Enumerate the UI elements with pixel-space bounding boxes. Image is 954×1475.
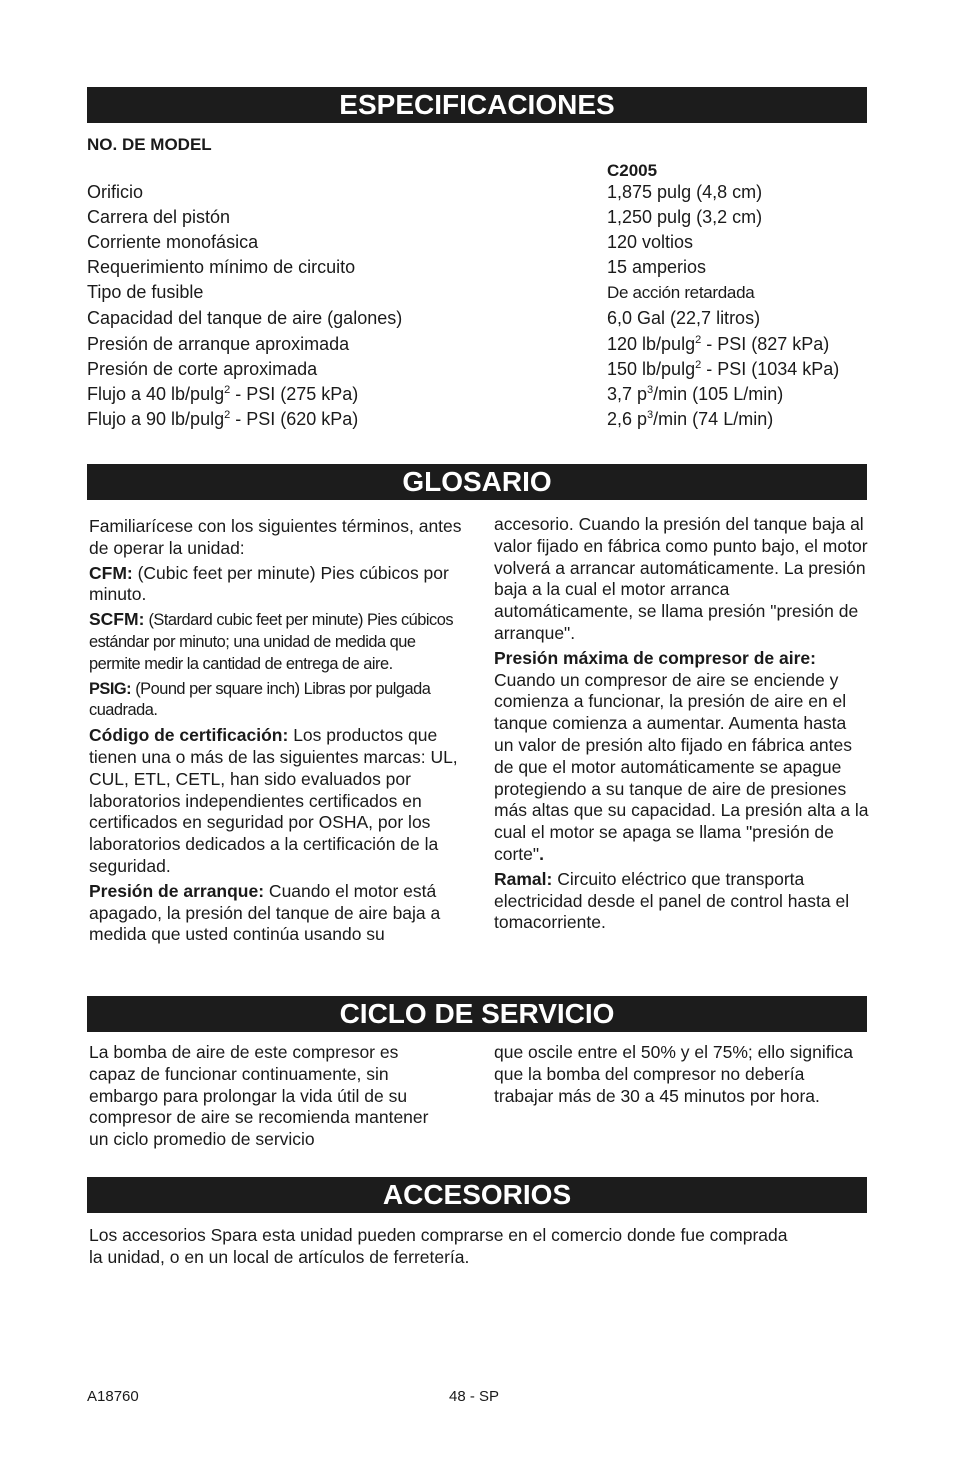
term-psig: PSIG: — [89, 679, 132, 698]
spec-value — [607, 332, 829, 357]
spec-value — [607, 357, 839, 382]
spec-value: 1,250 pulg (3,2 cm) — [607, 207, 763, 228]
spec-label — [87, 332, 349, 357]
spec-value-tail: - PSI (827 kPa) — [701, 333, 830, 354]
spec-label-sup: 2 — [224, 408, 231, 421]
spec-label-text: Presión de arranque aproximada — [87, 333, 350, 354]
glosario-arranque-continued: accesorio. Cuando la presión del tanque baja al valor fijado en fábrica como punto bajo, el motor volverá a arrancar automáticamente. La presión baja a la cual el motor arranca automáticamente, se llama presión "presión de arranque". — [494, 514, 868, 643]
spec-label-text: Presión de corte aproximada — [87, 358, 318, 379]
term-scfm: SCFM: — [89, 609, 145, 630]
spec-value — [607, 407, 773, 432]
spec-label: Orificio — [87, 182, 144, 202]
def-ramal: Circuito eléctrico que transporta electricidad desde el panel de control hasta el tomacorriente. — [494, 868, 850, 933]
glosario-heading: GLOSARIO — [87, 464, 867, 500]
term-ramal: Ramal: — [494, 868, 553, 889]
def-certificacion: Los productos que tienen una o más de las siguientes marcas: UL, CUL, ETL, CETL, han sido evaluados por laboratorios independientes certificados en certificados en seguridad por OSHA, por los laboratorios dedicados a la certificación de la seguridad. — [89, 725, 458, 876]
spec-label — [87, 357, 317, 382]
glosario-psig — [89, 679, 469, 723]
spec-value: 1,875 pulg (4,8 cm) — [607, 182, 763, 202]
ciclo-text-right: que oscile entre el 50% y el 75%; ello significa que la bomba del compresor no debería trabajar más de 30 a 45 minutos por hora. — [494, 1042, 853, 1106]
spec-value-text: 150 lb/pulg — [607, 358, 696, 379]
spec-value-sup: 2 — [695, 358, 702, 371]
spec-value-tail: - PSI (1034 kPa) — [701, 358, 840, 379]
glosario-cfm — [89, 563, 469, 607]
page-number: 48 - SP — [449, 1388, 500, 1405]
spec-label: Requerimiento mínimo de circuito — [87, 257, 356, 278]
accesorios-text: Los accesorios Spara esta unidad pueden comprarse en el comercio donde fue comprada la unidad, o en un local de artículos de ferretería. — [89, 1225, 788, 1267]
glosario-arranque — [89, 881, 469, 946]
spec-label — [87, 407, 358, 432]
accesorios-heading: ACCESORIOS — [87, 1177, 867, 1213]
glosario-col-left — [89, 516, 469, 949]
def-scfm: (Stardard cubic feet per minute) Pies cúbicos estándar por minuto; una unidad de medida que permite medir la cantidad de entrega de aire. — [89, 611, 454, 673]
spec-label-text: Flujo a 90 lb/pulg — [87, 408, 225, 429]
spec-label: Capacidad del tanque de aire (galones) — [87, 307, 403, 328]
spec-value: 6,0 Gal (22,7 litros) — [607, 307, 761, 328]
def-maxima: Cuando un compresor de aire se enciende y comienza a funcionar, la presión de aire en el tanque comienza a aumentar. Aumenta hasta un valor de presión alto fijado en fábrica antes de que el motor automáticamente se apague protegiendo a su tanque de aire de presiones más altas que su capacidad. La presión alta a la cual el motor se apaga se llama "presión de corte" — [494, 669, 869, 864]
def-psig: (Pound per square inch) Libras por pulgada cuadrada. — [89, 679, 431, 720]
spec-value-text: 3,7 p — [607, 383, 648, 404]
def-maxima-end: . — [539, 843, 544, 864]
spec-label-tail: - PSI (275 kPa) — [230, 383, 359, 404]
def-arranque: Cuando el motor está apagado, la presión del tanque de aire baja a medida que usted continúa usando su — [89, 880, 441, 945]
spec-label-text: Flujo a 40 lb/pulg — [87, 383, 225, 404]
spec-value: De acción retardada — [607, 283, 755, 303]
spec-value: 15 amperios — [607, 257, 707, 278]
spec-value-text: 120 lb/pulg — [607, 333, 696, 354]
doc-code: A18760 — [87, 1388, 139, 1405]
ciclo-text-left: La bomba de aire de este compresor es capaz de funcionar continuamente, sin embargo para prolongar la vida útil de su compresor de aire se recomienda mantener un ciclo promedio de servicio — [89, 1042, 429, 1150]
spec-value-sup: 3 — [647, 383, 654, 396]
spec-value-text: 2,6 p — [607, 408, 648, 429]
spec-value-tail: /min (74 L/min) — [653, 408, 774, 429]
spec-label-tail: - PSI (620 kPa) — [230, 408, 359, 429]
spec-label — [87, 382, 358, 407]
ciclo-heading: CICLO DE SERVICIO — [87, 996, 867, 1032]
glosario-maxima — [494, 648, 869, 866]
glosario-col-right — [494, 514, 869, 977]
term-maxima: Presión máxima de compresor de aire: — [494, 647, 816, 668]
spec-label: Tipo de fusible — [87, 282, 204, 303]
spec-label: Carrera del pistón — [87, 207, 231, 228]
spec-value-tail: /min (105 L/min) — [653, 383, 784, 404]
spec-value: 120 voltios — [607, 232, 694, 253]
spec-label-sup: 2 — [224, 383, 231, 396]
glosario-intro: Familiarícese con los siguientes términos, antes de operar la unidad: — [89, 516, 462, 558]
glosario-ramal — [494, 869, 869, 934]
spec-value-sup: 3 — [647, 408, 654, 421]
def-cfm: (Cubic feet per minute) Pies cúbicos por minuto. — [89, 562, 449, 605]
model-label: NO. DE MODEL — [87, 135, 212, 154]
glosario-scfm — [89, 609, 469, 675]
specs-heading: ESPECIFICACIONES — [87, 87, 867, 123]
term-certificacion: Código de certificación: — [89, 725, 289, 746]
term-cfm: CFM: — [89, 562, 133, 583]
spec-value — [607, 382, 783, 407]
model-value: C2005 — [607, 161, 658, 180]
glosario-certificacion — [89, 725, 469, 878]
spec-value-sup: 2 — [695, 333, 702, 346]
spec-label: Corriente monofásica — [87, 232, 259, 253]
term-arranque: Presión de arranque: — [89, 880, 265, 901]
